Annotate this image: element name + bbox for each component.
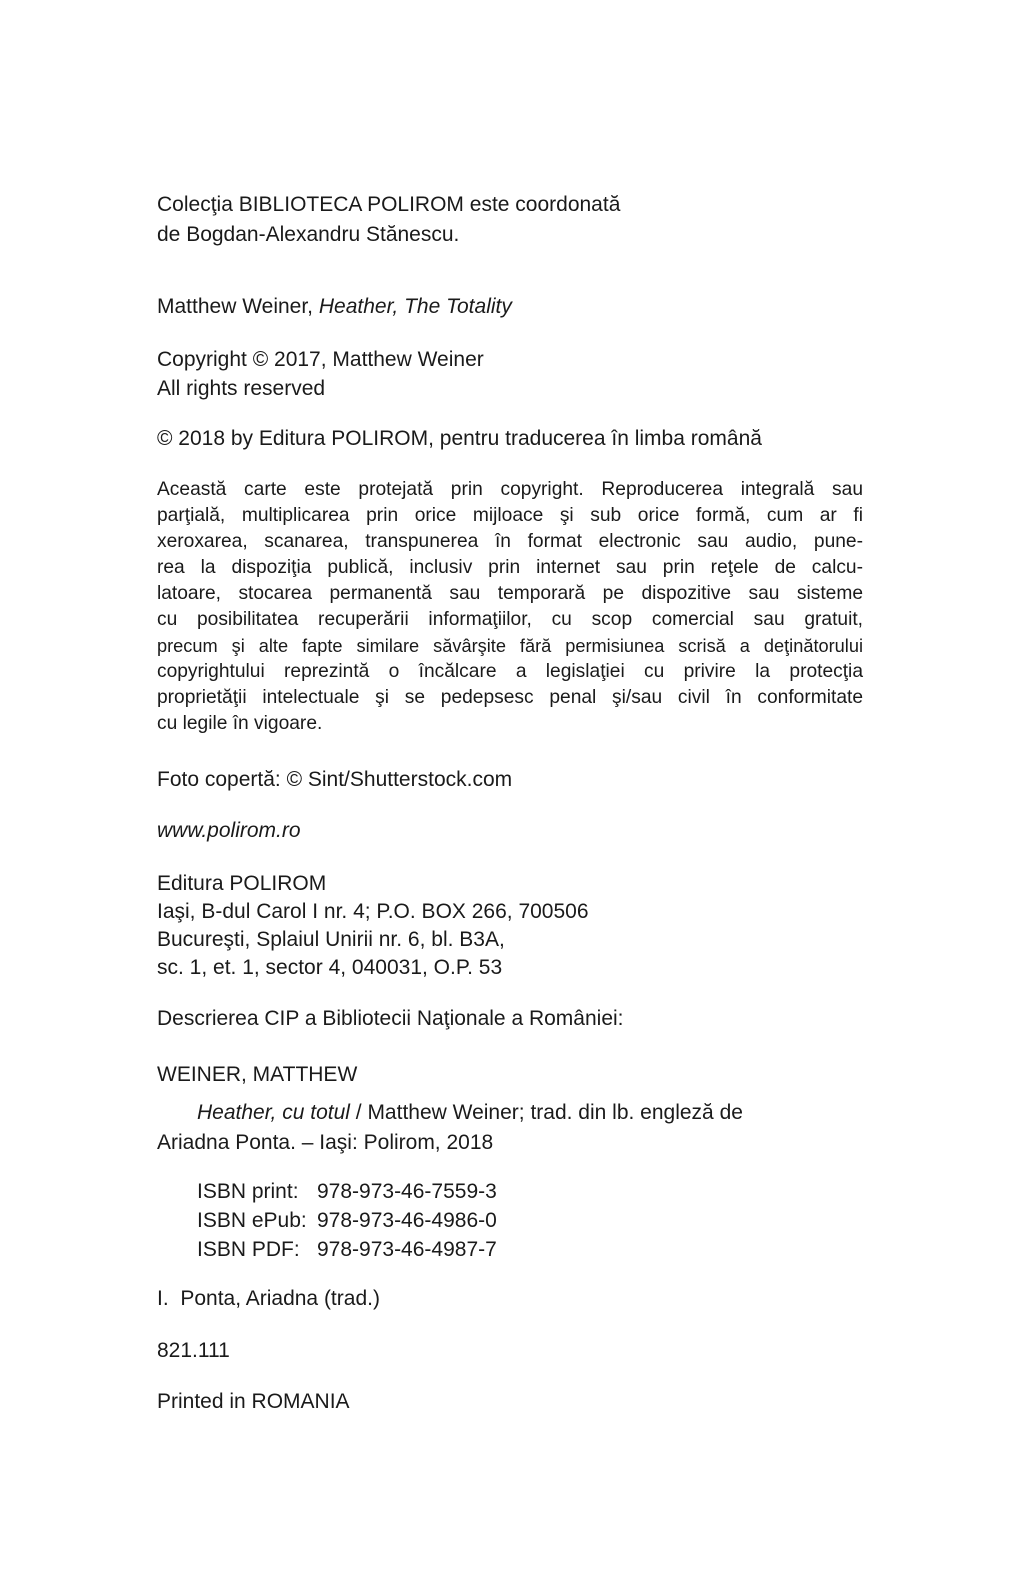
legal-notice [157, 477, 863, 737]
isbn-value: 978-973-46-7559-3 [317, 1180, 497, 1203]
copyright-notice [157, 345, 484, 403]
collection-note [157, 190, 620, 250]
isbn-label: ISBN ePub: [197, 1209, 307, 1232]
cip-author: WEINER, MATTHEW [157, 1063, 358, 1086]
cip-title-italic: Heather, cu totul [197, 1101, 350, 1124]
isbn-value: 978-973-46-4986-0 [317, 1209, 497, 1232]
collection-line-2: de Bogdan-Alexandru Stănescu. [157, 223, 460, 246]
publisher-address-3: sc. 1, et. 1, sector 4, 040031, O.P. 53 [157, 956, 503, 979]
legal-line: cu legile în vigoare. [157, 713, 323, 734]
publisher-name: Editura POLIROM [157, 872, 327, 895]
translation-copyright: © 2018 by Editura POLIROM, pentru traducerea în limba română [157, 427, 762, 450]
cip-title-entry [157, 1098, 863, 1158]
isbn-row [197, 1177, 497, 1206]
isbn-row [197, 1206, 497, 1235]
copyright-line-1: Copyright © 2017, Matthew Weiner [157, 348, 484, 371]
legal-line: latoare, stocarea permanentă sau temporară pe dispozitive sau sisteme [157, 583, 863, 604]
isbn-value: 978-973-46-4987-7 [317, 1238, 497, 1261]
publisher-address-2: Bucureşti, Splaiul Unirii nr. 6, bl. B3A, [157, 928, 505, 951]
isbn-row [197, 1235, 497, 1264]
isbn-list [157, 1177, 497, 1264]
cip-title-line-2: Ariadna Ponta. – Iaşi: Polirom, 2018 [157, 1131, 494, 1154]
legal-line: xeroxarea, scanarea, transpunerea în format electronic sau audio, pune- [157, 531, 863, 552]
printed-in: Printed in ROMANIA [157, 1390, 350, 1413]
original-title [157, 294, 512, 320]
cip-title-rest: / Matthew Weiner; trad. din lb. engleză de [349, 1101, 743, 1124]
legal-line: cu posibilitatea recuperării informaţiilor, cu scop comercial sau gratuit, [157, 609, 863, 630]
legal-line: rea la dispoziţia publică, inclusiv prin internet sau prin reţele de calcu- [157, 557, 863, 578]
legal-line: parţială, multiplicarea prin orice mijloace şi sub orice formă, cum ar fi [157, 505, 863, 526]
original-book-title: Heather, The Totality [318, 295, 512, 318]
isbn-label: ISBN PDF: [197, 1238, 300, 1261]
cip-translator: I. Ponta, Ariadna (trad.) [157, 1287, 380, 1310]
publisher-address [157, 870, 589, 982]
legal-line: proprietăţii intelectuale şi se pedepsesc penal şi/sau civil în conformitate [157, 687, 863, 708]
cip-heading: Descrierea CIP a Bibliotecii Naţionale a României: [157, 1007, 624, 1030]
copyright-line-2: All rights reserved [157, 377, 326, 400]
cip-classification: 821.111 [157, 1339, 230, 1362]
isbn-label: ISBN print: [197, 1180, 299, 1203]
legal-line: precum şi alte fapte similare săvârşite fără permisiunea scrisă a deţinătorului [157, 636, 863, 656]
website-link[interactable]: www.polirom.ro [157, 819, 301, 842]
legal-line: Această carte este protejată prin copyright. Reproducerea integrală sau [157, 479, 863, 500]
collection-line-1: Colecţia BIBLIOTECA POLIROM este coordonată [157, 193, 621, 216]
publisher-address-1: Iaşi, B-dul Carol I nr. 4; P.O. BOX 266, 700506 [157, 900, 589, 923]
original-author: Matthew Weiner, [157, 295, 314, 318]
cover-photo-credit: Foto copertă: © Sint/Shutterstock.com [157, 768, 513, 791]
legal-line: copyrightului reprezintă o încălcare a legislaţiei cu privire la protecţia [157, 661, 863, 682]
